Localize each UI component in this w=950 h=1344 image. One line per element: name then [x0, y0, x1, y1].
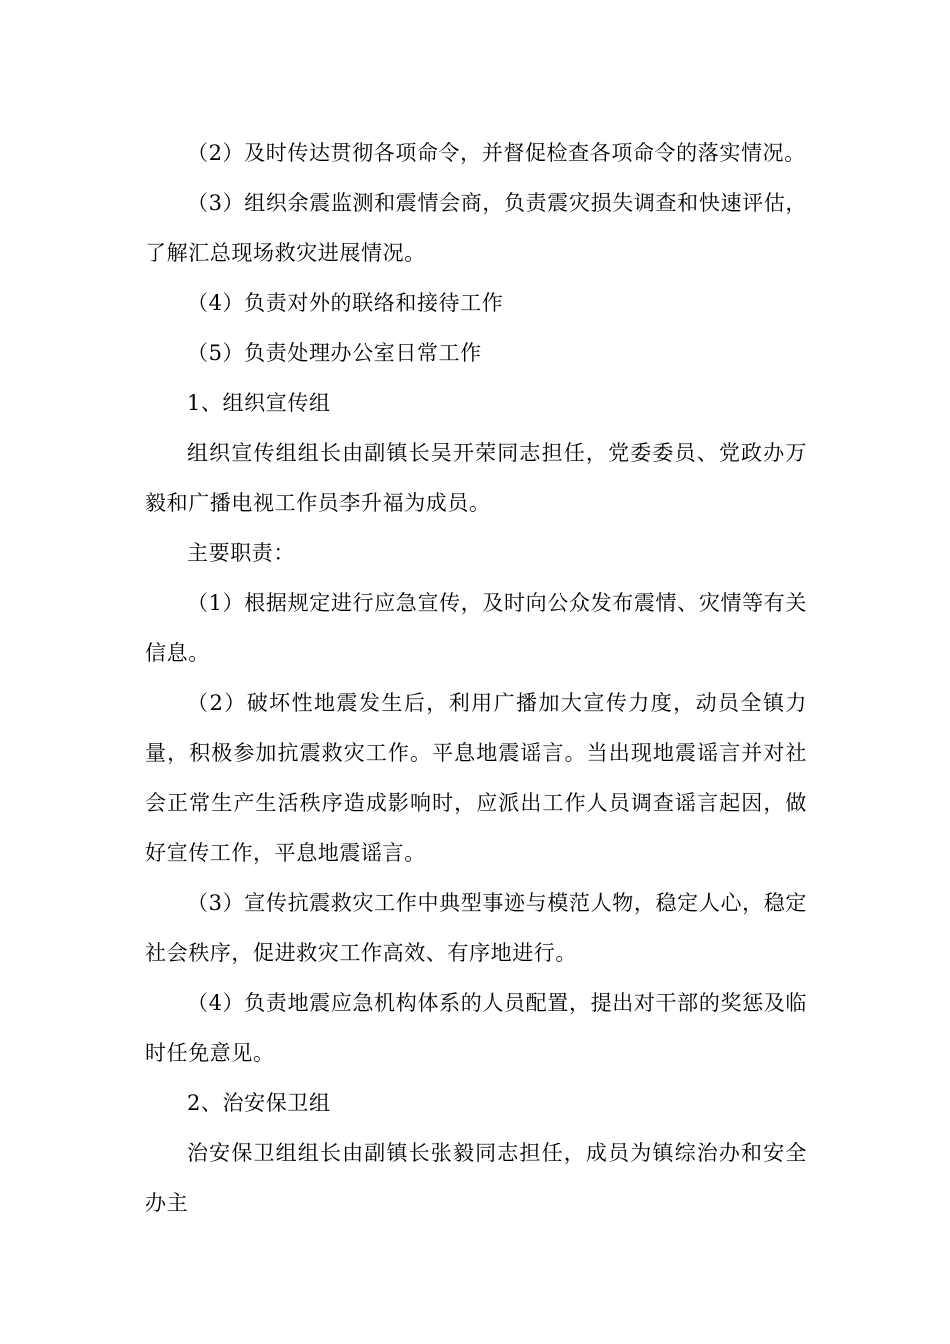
paragraph-duty-broadcast-mobilization: （2）破坏性地震发生后，利用广播加大宣传力度，动员全镇力量，积极参加抗震救灾工作。平息地震谣言。当出现地震谣言并对社会正常生产生活秩序造成影响时，应派出工作人员调查谣言起因，做好宣传工作，平息地震谣言。	[145, 691, 807, 865]
paragraph-office-routine: （5）负责处理办公室日常工作	[187, 341, 482, 365]
paragraph-duty-model-figures: （3）宣传抗震救灾工作中典型事迹与模范人物，稳定人心，稳定社会秩序，促进救灾工作高效、有序地进行。	[145, 891, 807, 965]
paragraph-external-liaison: （4）负责对外的联络和接待工作	[187, 291, 504, 315]
paragraph-aftershock-monitoring: （3）组织余震监测和震情会商，负责震灾损失调查和快速评估，了解汇总现场救灾进展情况。	[145, 191, 807, 265]
paragraph-duty-staffing: （4）负责地震应急机构体系的人员配置，提出对干部的奖惩及临时任免意见。	[145, 991, 807, 1065]
section-heading-publicity-group: 1、组织宣传组	[187, 391, 331, 415]
paragraph-publicity-group-members: 组织宣传组组长由副镇长吴开荣同志担任，党委委员、党政办万毅和广播电视工作员李升福为成员。	[145, 441, 807, 515]
section-heading-security-group: 2、治安保卫组	[187, 1091, 331, 1115]
document-body	[145, 128, 807, 1228]
paragraph-command-relay: （2）及时传达贯彻各项命令，并督促检查各项命令的落实情况。	[187, 141, 806, 165]
paragraph-security-group-members: 治安保卫组组长由副镇长张毅同志担任，成员为镇综治办和安全办主	[145, 1141, 807, 1215]
paragraph-main-duties-label: 主要职责：	[187, 541, 295, 565]
paragraph-duty-emergency-publicity: （1）根据规定进行应急宣传，及时向公众发布震情、灾情等有关信息。	[145, 591, 807, 665]
